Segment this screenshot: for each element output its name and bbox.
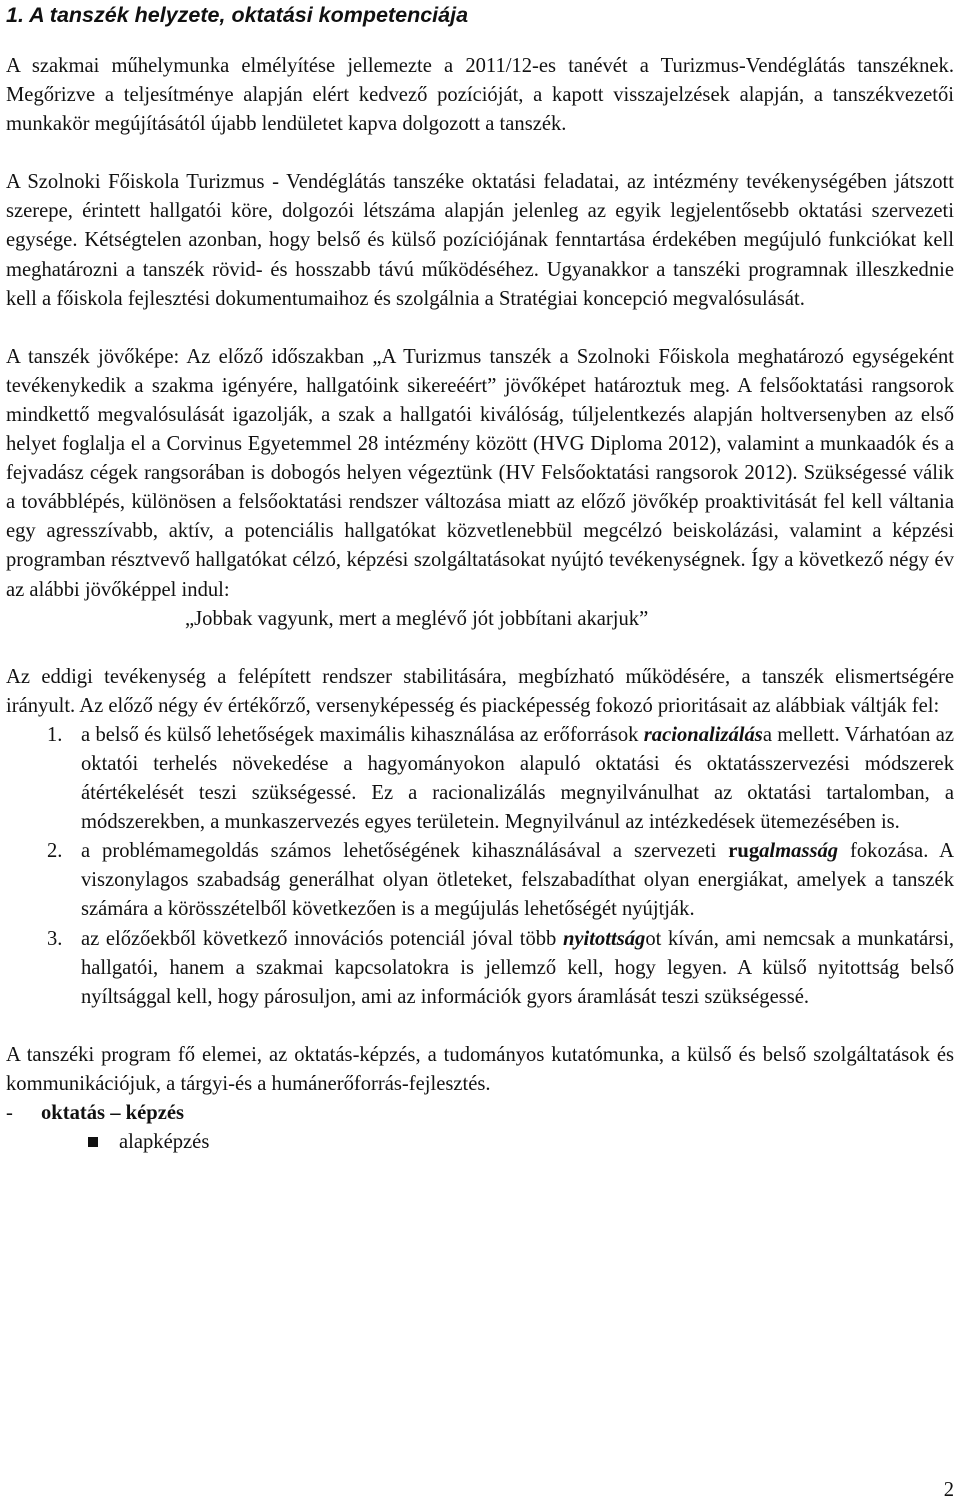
list-item [6,721,954,837]
section-heading: 1. A tanszék helyzete, oktatási kompetenciája [6,3,469,27]
list-item-emphasis: racionalizálás [643,723,763,746]
square-bullet-icon [88,1137,98,1147]
paragraph-vision: A tanszék jövőképe: Az előző időszakban „A Turizmus tanszék a Szolnoki Főiskola meghatározó egységeként tevékenykedik a szakma igényére, hallgatóink sikereéért” jövőképet határoztuk meg. A felsőoktatási rangsorok mindkettő megvalósulását igazolják, a szak a hallgatói kiválóság, túljelentkezés alapján holtversenyben az első helyet foglalja el a Corvinus Egyetemmel 28 intézmény között (HVG Diploma 2012), valamint a munkaadók és a fejvadász cégek rangsorában is dobogós helyen végeztünk (HV Felsőoktatási rangsorok 2012). Szükségessé válik a továbblépés, különösen a felsőoktatási rendszer változása miatt az előző jövőkép proaktivitását fel kell váltania egy agresszívabb, aktív, a potenciális hallgatókat közvetlenebbül megcélzó beiskolázási, valamint a képzési programban résztvevő hallgatókat célzó, képzési szolgáltatásokat nyújtó tevékenységnek. Így a következő négy év az alábbi jövőképpel indul: [6,345,954,601]
page-number: 2 [943,1479,954,1501]
vision-quote: „Jobbak vagyunk, mert a meglévő jót jobbítani akarjuk” [185,607,649,630]
list-item-text: ot kíván, ami nemcsak a munkatársi, hallgatói, hanem a szakmai kapcsolatokra is jellemző kell, hogy legyen. A külső nyitottság belső nyíltsággal kell, hogy párosuljon, ami az információk gyors áramlását teszi szükségessé. [81,927,954,1008]
dash-bullet: - [6,1102,13,1124]
list-item-text: a mellett. Várhatóan az oktatói terhelés növekedése a hagyományokon alapuló oktatási és oktatásszervezési módszerek átértékelését teszi szükségessé. Ez a racionalizálás megnyilvánulhat az oktatási tartalomban, a módszerekben, a munkaszervezés egyes területein. Megnyilvánul az intézkedések ütemezésében is. [81,723,955,834]
list-item-emphasis: nyitottság [562,927,646,950]
document-page [6,0,954,1157]
sub-bullet-label: alapképzés [119,1131,210,1154]
list-item-text: a belső és külső lehetőségek maximális kihasználása az erőforrások [81,723,644,746]
list-item [6,925,954,1012]
sub-bullet-item [6,1128,954,1157]
paragraph-priorities: Az eddigi tevékenység a felépített rendszer stabilitására, megbízható működésére, a tanszék elismertségére irányult. Az előző négy év értékőrző, versenyképesség és piacképesség fokozó prioritásait az alábbiak váltják fel: [6,665,954,717]
list-item-text: fokozása. A viszonylagos szabadság generálhat olyan ötleteket, felszabadíthat olyan energiákat, amelyek a tanszék számára a körösszételből következően is a megújulás lehetőségét nyújtják. [81,840,955,921]
bullet-item [6,1099,954,1128]
list-item-text: a problémamegoldás számos lehetőségének kihasználásával a szervezeti [81,840,729,863]
paragraph-department-role: A Szolnoki Főiskola Turizmus - Vendéglátás tanszéke oktatási feladatai, az intézmény tevékenységében játszott szerepe, érintett hallgatói köre, dolgozói létszáma alapján jelenleg az egyik legjelentősebb oktatási szervezeti egysége. Kétségtelen azonban, hogy belső és külső pozíciójának fenntartása érdekében megújuló funkciókat kell meghatározni a tanszék rövid- és hosszabb távú működéséhez. Ugyanakkor a tanszéki programnak illeszkednie kell a főiskola fejlesztési dokumentumaihoz és szolgálnia a Stratégiai koncepció megvalósulását. [6,171,954,310]
list-item-emphasis: almasság [759,840,839,863]
list-item-text: az előzőekből következő innovációs potenciál jóval több [81,927,563,950]
bullet-item-label: oktatás – képzés [41,1102,185,1124]
priorities-list [6,721,954,1012]
list-item-number: 2. [47,840,63,863]
paragraph-intro: A szakmai műhelymunka elmélyítése jellemezte a 2011/12-es tanévét a Turizmus-Vendéglátás tanszéknek. Megőrizve a teljesítménye alapján elért kedvező pozícióját, a kapott visszajelzések alapján, a tanszékvezetői munkakör megújításától újabb lendületet kapva dolgozott a tanszék. [6,55,954,136]
list-item-number: 3. [47,927,63,950]
list-item [6,837,954,924]
paragraph-program-elements: A tanszéki program fő elemei, az oktatás-képzés, a tudományos kutatómunka, a külső és belső szolgáltatások és kommunikációjuk, a tárgyi-és a humánerőforrás-fejlesztés. [6,1043,954,1095]
list-item-emphasis-bold: rug [728,840,760,863]
list-item-number: 1. [47,723,63,746]
bullet-list [6,1099,954,1157]
